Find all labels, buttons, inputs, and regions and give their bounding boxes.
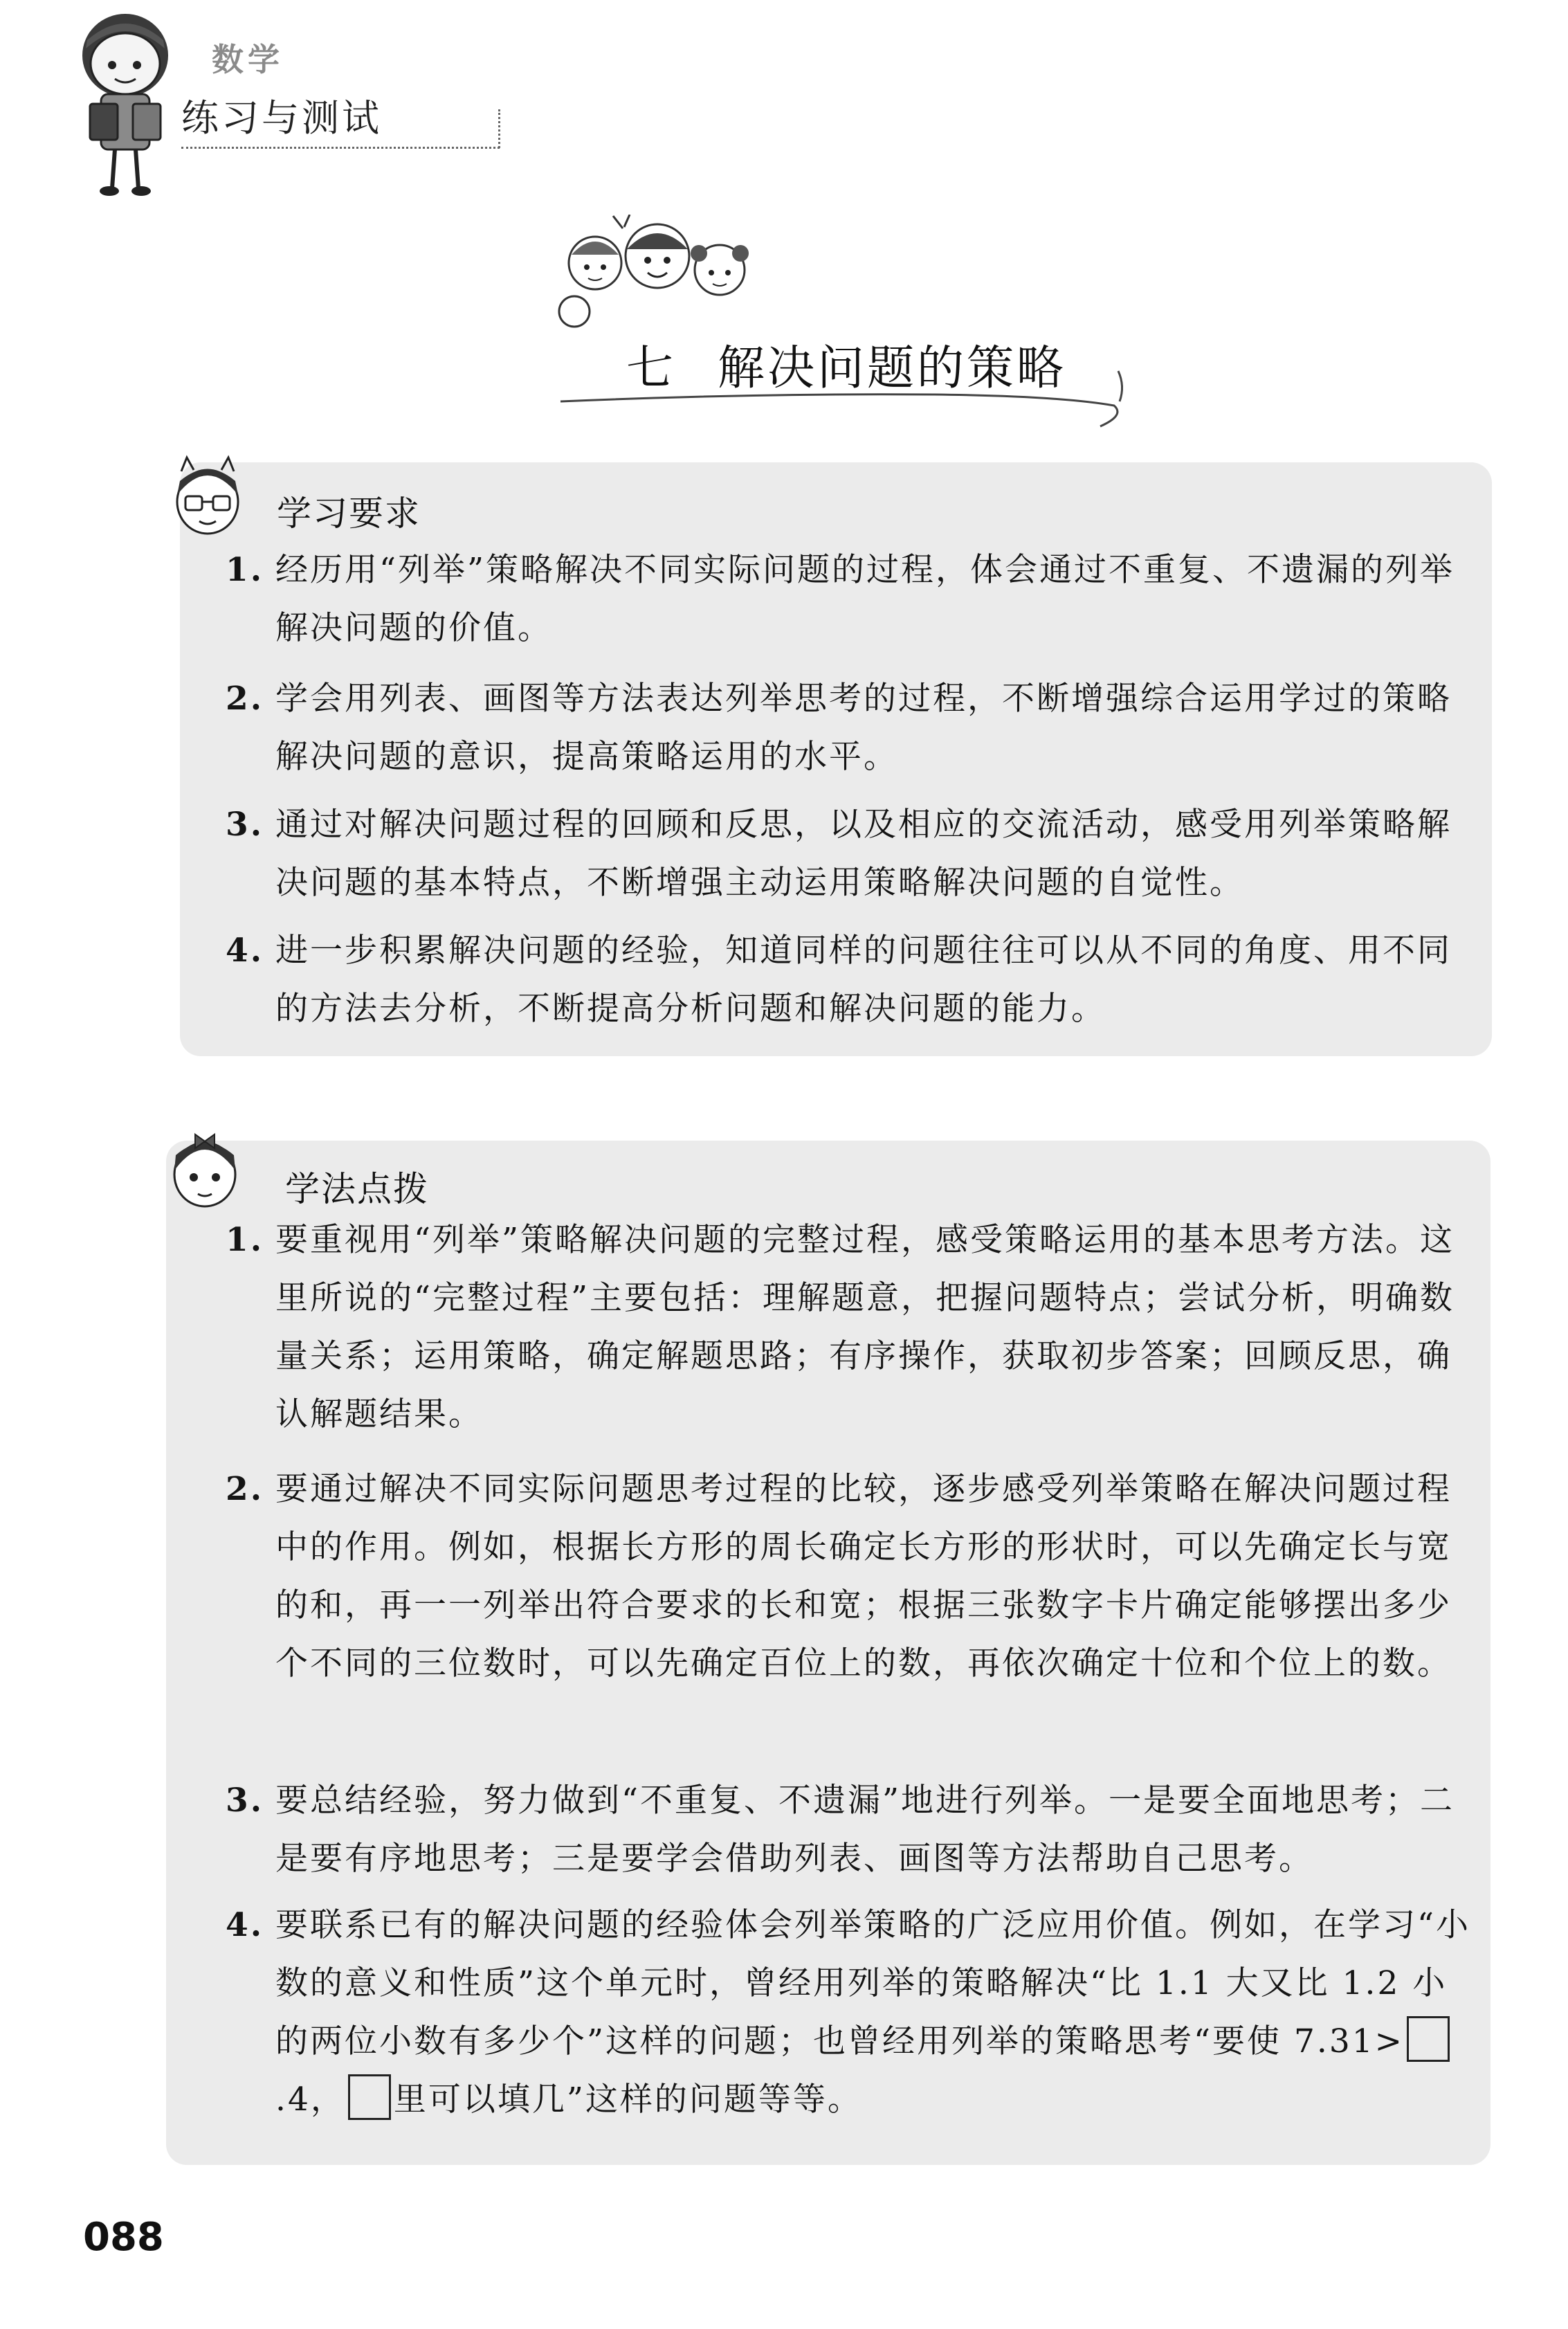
item-number: 4. — [226, 932, 264, 970]
header-subject: 数学 — [212, 41, 284, 78]
header-book-title: 练习与测试 — [181, 96, 382, 140]
header-dotted-line-vertical — [498, 109, 500, 148]
study-tips-title: 学法点拨 — [285, 1169, 429, 1209]
children-illustration — [547, 215, 775, 332]
item-text: 要通过解决不同实际问题思考过程的比较，逐步感受列举策略在解决问题过程中的作用。例如，根据长方形的周长确定长方形的形状时，可以先确定长与宽的和，再一一列举出符合要求的长和宽；根据三张数字卡片确定能够摆出多少个不同的三位数时，可以先确定百位上的数，再依次确定十位和个位上的数。 — [275, 1470, 1452, 1683]
requirement-item — [226, 922, 1471, 1038]
item-text: 通过对解决问题过程的回顾和反思，以及相应的交流活动，感受用列举策略解决问题的基本特点，不断增强主动运用策略解决问题的自觉性。 — [275, 806, 1452, 902]
item-text — [275, 1896, 1475, 2129]
item-text: 要总结经验，努力做到“不重复、不遗漏”地进行列举。一是要全面地思考；二是要有序地思考；三是要学会借助列表、画图等方法帮助自己思考。 — [275, 1782, 1455, 1878]
chapter-title-text: 解决问题的策略 — [718, 341, 1067, 396]
item-number: 1. — [226, 551, 264, 589]
item-text: 经历用“列举”策略解决不同实际问题的过程，体会通过不重复、不遗漏的列举解决问题的价值。 — [275, 551, 1455, 647]
item-number: 4. — [226, 1906, 264, 1944]
learning-requirements-title: 学习要求 — [277, 493, 421, 534]
item-text-part: 里可以填几”这样的问题等等。 — [393, 2081, 862, 2119]
item-number: 3. — [226, 1782, 264, 1820]
requirement-item — [226, 796, 1471, 912]
page-number: 088 — [83, 2215, 164, 2260]
tip-item — [226, 1460, 1475, 1693]
glasses-kid-icon — [166, 453, 249, 543]
item-number: 1. — [226, 1221, 264, 1259]
item-text: 进一步积累解决问题的经验，知道同样的问题往往可以从不同的角度、用不同的方法去分析，不断提高分析问题和解决问题的能力。 — [275, 932, 1452, 1028]
item-number: 2. — [226, 680, 264, 718]
chapter-underline-decoration — [547, 360, 1142, 436]
item-text: 要重视用“列举”策略解决问题的完整过程，感受策略运用的基本思考方法。这里所说的“完整过程”主要包括：理解题意，把握问题特点；尝试分析，明确数量关系；运用策略，确定解题思路；有序操作，获取初步答案；回顾反思，确认解题结果。 — [275, 1221, 1455, 1433]
mascot-illustration — [60, 7, 191, 201]
header-dotted-line — [181, 147, 500, 149]
item-text: 学会用列表、画图等方法表达列举思考的过程，不断增强综合运用学过的策略解决问题的意识，提高策略运用的水平。 — [275, 680, 1452, 776]
answer-blank-box — [348, 2074, 391, 2120]
answer-blank-box — [1407, 2016, 1450, 2062]
item-number: 2. — [226, 1470, 264, 1508]
tip-item — [226, 1896, 1475, 2129]
requirement-item — [226, 670, 1471, 786]
item-number: 3. — [226, 806, 264, 844]
chapter-number: 七 — [626, 341, 677, 396]
bow-girl-icon — [163, 1125, 246, 1215]
item-text-part: .4， — [275, 2081, 345, 2119]
tip-item — [226, 1772, 1475, 1888]
requirement-item — [226, 541, 1471, 658]
item-text-part: 要联系已有的解决问题的经验体会列举策略的广泛应用价值。例如，在学习“小数的意义和性质”这个单元时，曾经用列举的策略解决“比 1.1 大又比 1.2 小的两位小数有多少个”这样的问题；也曾经用列举的策略思考“要使 7.31> — [275, 1906, 1471, 2060]
tip-item — [226, 1211, 1475, 1444]
